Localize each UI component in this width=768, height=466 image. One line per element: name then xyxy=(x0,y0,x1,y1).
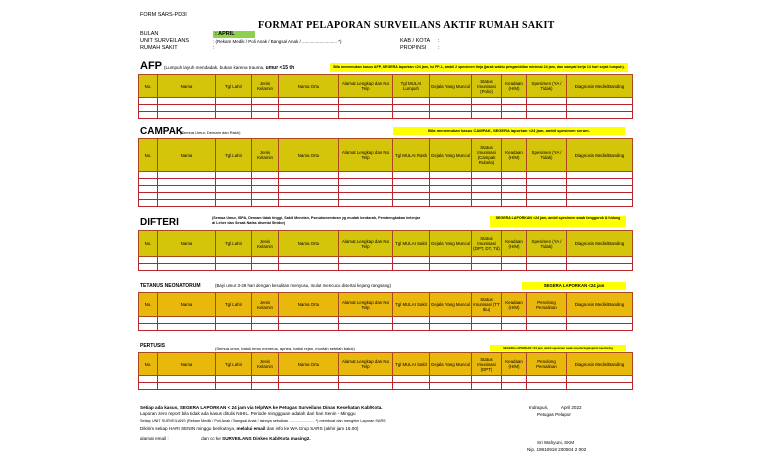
table-cell[interactable] xyxy=(339,179,393,186)
table-cell[interactable] xyxy=(430,376,472,383)
table-cell[interactable] xyxy=(139,186,158,193)
table-cell[interactable] xyxy=(139,317,158,324)
afp-col-header: Alamat Lengkap dan No Telp xyxy=(339,75,393,98)
afp-col-header: Gejala Yang Muncul xyxy=(430,75,472,98)
table-cell[interactable] xyxy=(158,105,216,112)
pertusis-note: SEGERA LAPORKAN <24 jam, ambil spesimen swab nasofaring/aspirat nasofaring xyxy=(490,345,626,351)
afp-col-header: Jenis Kelamin xyxy=(252,75,279,98)
table-cell[interactable] xyxy=(139,264,158,271)
difteri-col-header: Nama xyxy=(158,231,216,257)
footer-line5: alamat email : dan cc ke SURVEILANS Dinkes Kab/Kota masing2. xyxy=(140,436,311,441)
prov-value[interactable]: : xyxy=(438,45,440,51)
table-cell[interactable] xyxy=(430,324,472,331)
tetanus-col-header: Tgl Lahir xyxy=(216,293,252,317)
table-cell[interactable] xyxy=(216,383,252,390)
table-cell[interactable] xyxy=(527,200,567,207)
table-cell[interactable] xyxy=(567,193,633,200)
table-cell[interactable] xyxy=(567,383,633,390)
table-row xyxy=(139,200,633,207)
difteri-col-header: Jenis Kelamin xyxy=(252,231,279,257)
table-cell[interactable] xyxy=(279,172,339,179)
table-cell[interactable] xyxy=(472,383,502,390)
table-cell[interactable] xyxy=(430,186,472,193)
table-cell[interactable] xyxy=(252,317,279,324)
table-cell[interactable] xyxy=(393,264,430,271)
table-cell[interactable] xyxy=(279,186,339,193)
table-cell[interactable] xyxy=(279,376,339,383)
pertusis-col-header: Nama Ortu xyxy=(279,353,339,376)
pertusis-title: PERTUSIS xyxy=(140,343,166,349)
table-cell[interactable] xyxy=(567,324,633,331)
table-cell[interactable] xyxy=(158,376,216,383)
campak-col-header: Tgl Lahir xyxy=(216,139,252,172)
tetanus-col-header: Jenis Kelamin xyxy=(252,293,279,317)
table-cell[interactable] xyxy=(567,172,633,179)
table-cell[interactable] xyxy=(472,112,502,119)
tetanus-body xyxy=(139,317,633,331)
table-cell[interactable] xyxy=(139,179,158,186)
campak-title: CAMPAK xyxy=(140,126,184,137)
afp-col-header: Spesimen (YA / Tidak) xyxy=(527,75,567,98)
table-cell[interactable] xyxy=(472,193,502,200)
afp-col-header: No. xyxy=(139,75,158,98)
table-cell[interactable] xyxy=(430,179,472,186)
table-cell[interactable] xyxy=(339,98,393,105)
table-cell[interactable] xyxy=(252,172,279,179)
table-row xyxy=(139,112,633,119)
afp-note: Bila menemukan kasus AFP, SEGERA laporkan <24 jam, isi FP-1, ambil 2 specimen tinja (jarak waktu pengambilan minimal 24 jam, dan sampai kerja 14 hari sejak lumpuh). xyxy=(330,63,628,72)
table-cell[interactable] xyxy=(472,264,502,271)
table-cell[interactable] xyxy=(430,112,472,119)
pertusis-body xyxy=(139,376,633,390)
table-row xyxy=(139,105,633,112)
table-cell[interactable] xyxy=(527,324,567,331)
unit-label: UNIT SURVEILANS xyxy=(140,38,190,44)
difteri-col-header: Alamat Lengkap dan No Telp xyxy=(339,231,393,257)
table-cell[interactable] xyxy=(158,186,216,193)
difteri-col-header: Keadaan (H/M) xyxy=(502,231,527,257)
bulan-value[interactable]: : APRIL xyxy=(213,31,255,38)
tetanus-header-row xyxy=(139,293,633,317)
table-cell[interactable] xyxy=(158,112,216,119)
table-cell[interactable] xyxy=(158,257,216,264)
tetanus-col-header: Nama Ortu xyxy=(279,293,339,317)
table-cell[interactable] xyxy=(502,98,527,105)
table-cell[interactable] xyxy=(139,324,158,331)
table-cell[interactable] xyxy=(472,324,502,331)
table-cell[interactable] xyxy=(279,98,339,105)
table-cell[interactable] xyxy=(472,105,502,112)
table-cell[interactable] xyxy=(139,193,158,200)
difteri-col-header: Gejala Yang Muncul xyxy=(430,231,472,257)
table-cell[interactable] xyxy=(339,172,393,179)
tetanus-col-header: Nama xyxy=(158,293,216,317)
table-cell[interactable] xyxy=(567,257,633,264)
table-cell[interactable] xyxy=(393,376,430,383)
tetanus-desc: (Bayi umur 3-28 hari dengan kesulitan menyusu, mulut mencucu disertai kejang rangsang) xyxy=(215,283,391,288)
table-cell[interactable] xyxy=(252,264,279,271)
table-cell[interactable] xyxy=(216,186,252,193)
tetanus-col-header: Penolong Persalinan xyxy=(527,293,567,317)
afp-body xyxy=(139,98,633,119)
difteri-body xyxy=(139,257,633,271)
table-cell[interactable] xyxy=(216,172,252,179)
table-cell[interactable] xyxy=(139,112,158,119)
table-cell[interactable] xyxy=(430,317,472,324)
table-cell[interactable] xyxy=(279,383,339,390)
table-cell[interactable] xyxy=(279,193,339,200)
table-cell[interactable] xyxy=(472,179,502,186)
kab-value[interactable]: : xyxy=(438,38,440,44)
table-cell[interactable] xyxy=(158,193,216,200)
table-cell[interactable] xyxy=(393,200,430,207)
signer-name: Sri Wahyuni, SKM xyxy=(537,440,575,445)
table-cell[interactable] xyxy=(252,186,279,193)
tetanus-col-header: Keadaan (H/M) xyxy=(502,293,527,317)
footer-line3: Setiap UNIT SURVEILANS (Rekam Medik / Poli Anak / Bangsal Anak / lainnya sebutkan ........................ *) membuat dan mengirim Laporan SARS xyxy=(140,419,386,423)
table-cell[interactable] xyxy=(158,200,216,207)
table-cell[interactable] xyxy=(158,98,216,105)
table-cell[interactable] xyxy=(502,186,527,193)
table-cell[interactable] xyxy=(502,324,527,331)
difteri-header-row xyxy=(139,231,633,257)
table-cell[interactable] xyxy=(339,186,393,193)
table-cell[interactable] xyxy=(279,257,339,264)
pertusis-header-row xyxy=(139,353,633,376)
campak-table xyxy=(138,138,633,207)
table-row xyxy=(139,98,633,105)
table-cell[interactable] xyxy=(393,193,430,200)
table-cell[interactable] xyxy=(252,376,279,383)
table-cell[interactable] xyxy=(393,105,430,112)
table-cell[interactable] xyxy=(279,105,339,112)
afp-col-header: Status Imunisasi (Polio) xyxy=(472,75,502,98)
table-cell[interactable] xyxy=(339,105,393,112)
table-cell[interactable] xyxy=(502,383,527,390)
table-cell[interactable] xyxy=(216,193,252,200)
tetanus-col-header: Gejala Yang Muncul xyxy=(430,293,472,317)
pertusis-col-header: Status Imunisasi (DPT) xyxy=(472,353,502,376)
table-cell[interactable] xyxy=(252,112,279,119)
table-row xyxy=(139,264,633,271)
table-cell[interactable] xyxy=(158,264,216,271)
pertusis-table xyxy=(138,352,633,390)
table-cell[interactable] xyxy=(472,317,502,324)
difteri-desc: (Semua Umur, ISPA, Demam tidak tinggi, Sakit Menelan, Pseudomembran yg mudah berdarah, Pembengkakan kelenjar di Leher dan Sesak Nafas disertai Stridor) xyxy=(212,216,421,225)
campak-col-header: Status Imunisasi (Campak Rubela) xyxy=(472,139,502,172)
difteri-note: SEGERA LAPORKAN <24 jam, ambil spesimen swab tenggorok & hidung xyxy=(490,216,626,227)
table-cell[interactable] xyxy=(502,172,527,179)
table-cell[interactable] xyxy=(527,105,567,112)
table-cell[interactable] xyxy=(216,200,252,207)
table-cell[interactable] xyxy=(216,179,252,186)
table-cell[interactable] xyxy=(472,172,502,179)
table-cell[interactable] xyxy=(502,257,527,264)
table-cell[interactable] xyxy=(502,105,527,112)
table-cell[interactable] xyxy=(252,105,279,112)
table-cell[interactable] xyxy=(393,324,430,331)
table-cell[interactable] xyxy=(216,257,252,264)
table-cell[interactable] xyxy=(252,383,279,390)
tetanus-col-header: Status Imunisasi (TT Ibu) xyxy=(472,293,502,317)
table-cell[interactable] xyxy=(216,112,252,119)
campak-header-row xyxy=(139,139,633,172)
table-cell[interactable] xyxy=(472,376,502,383)
pertusis-col-header: Nama xyxy=(158,353,216,376)
table-cell[interactable] xyxy=(527,264,567,271)
table-cell[interactable] xyxy=(139,105,158,112)
table-cell[interactable] xyxy=(252,324,279,331)
table-cell[interactable] xyxy=(393,186,430,193)
pertusis-col-header: Alamat Lengkap dan No Telp xyxy=(339,353,393,376)
table-cell[interactable] xyxy=(527,193,567,200)
difteri-col-header: Tgl MULAI Sakit xyxy=(393,231,430,257)
footer-line1: Setiap ada kasus, SEGERA LAPORKAN < 24 jam via telp/WA ke Petugas Surveilans Dinas Kesehatan Kab/Kota. xyxy=(140,405,383,410)
table-cell[interactable] xyxy=(567,98,633,105)
table-cell[interactable] xyxy=(430,383,472,390)
campak-body xyxy=(139,172,633,207)
pertusis-col-header: No. xyxy=(139,353,158,376)
campak-col-header: Gejala Yang Muncul xyxy=(430,139,472,172)
table-cell[interactable] xyxy=(339,264,393,271)
table-cell[interactable] xyxy=(139,257,158,264)
footer-line2: Laporan zero report bila tidak ada kasus ditulis NIHIL. Periode minggguan adalah dari hari Senin - Minggu xyxy=(140,411,356,416)
table-cell[interactable] xyxy=(139,172,158,179)
table-cell[interactable] xyxy=(158,324,216,331)
footer-line4: Dikirim setiap HARI SENIN minggu berikutnya, melalui email dan info ke WA Grup SARS (akhir jam 16.00) xyxy=(140,426,359,431)
table-cell[interactable] xyxy=(472,98,502,105)
table-cell[interactable] xyxy=(527,317,567,324)
table-cell[interactable] xyxy=(158,172,216,179)
table-cell[interactable] xyxy=(393,317,430,324)
table-cell[interactable] xyxy=(430,264,472,271)
campak-note: Bila menemukan kasus CAMPAK, SEGERA laporkan <24 jam, ambil spesimen serum. xyxy=(393,127,625,135)
difteri-col-header: Diagnosis Medis/Banding xyxy=(567,231,633,257)
pertusis-col-header: Diagnosis Medis/Banding xyxy=(567,353,633,376)
afp-header-row xyxy=(139,75,633,98)
table-cell[interactable] xyxy=(567,376,633,383)
table-cell[interactable] xyxy=(252,200,279,207)
afp-col-header: Diagnosis Medis/Banding xyxy=(567,75,633,98)
table-cell[interactable] xyxy=(279,112,339,119)
tetanus-col-header: Alamat Lengkap dan No Telp xyxy=(339,293,393,317)
table-cell[interactable] xyxy=(216,98,252,105)
difteri-title: DIFTERI xyxy=(140,217,179,228)
campak-col-header: Alamat Lengkap dan No Telp xyxy=(339,139,393,172)
tetanus-col-header: Tgl MULAI Sakit xyxy=(393,293,430,317)
table-row xyxy=(139,317,633,324)
table-cell[interactable] xyxy=(279,317,339,324)
table-cell[interactable] xyxy=(527,179,567,186)
table-cell[interactable] xyxy=(158,179,216,186)
kab-label: KAB / KOTA xyxy=(400,38,431,44)
table-cell[interactable] xyxy=(339,383,393,390)
table-cell[interactable] xyxy=(430,257,472,264)
table-cell[interactable] xyxy=(567,179,633,186)
tetanus-title: TETANUS NEONATORUM xyxy=(140,283,201,289)
table-cell[interactable] xyxy=(279,179,339,186)
tetanus-col-header: Diagnosis Medis/Banding xyxy=(567,293,633,317)
table-cell[interactable] xyxy=(216,324,252,331)
tetanus-note: SEGERA LAPORKAN <24 jam xyxy=(522,282,626,290)
pertusis-col-header: Jenis Kelamin xyxy=(252,353,279,376)
table-cell[interactable] xyxy=(527,376,567,383)
table-cell[interactable] xyxy=(139,383,158,390)
table-row xyxy=(139,257,633,264)
table-row xyxy=(139,179,633,186)
table-cell[interactable] xyxy=(472,257,502,264)
table-cell[interactable] xyxy=(158,317,216,324)
table-row xyxy=(139,376,633,383)
table-row xyxy=(139,193,633,200)
pertusis-col-header: Keadaan (H/M) xyxy=(502,353,527,376)
table-cell[interactable] xyxy=(216,264,252,271)
table-cell[interactable] xyxy=(252,179,279,186)
difteri-table xyxy=(138,230,633,271)
table-cell[interactable] xyxy=(527,257,567,264)
tetanus-col-header: No. xyxy=(139,293,158,317)
table-cell[interactable] xyxy=(279,324,339,331)
table-cell[interactable] xyxy=(502,193,527,200)
table-cell[interactable] xyxy=(279,264,339,271)
table-cell[interactable] xyxy=(393,98,430,105)
table-cell[interactable] xyxy=(567,200,633,207)
unit-value[interactable]: : (Rekam Medik / Poli Anak / Bangsal Anak / ............................ *) xyxy=(213,39,342,44)
afp-title: AFP xyxy=(140,60,162,72)
table-cell[interactable] xyxy=(527,112,567,119)
table-cell[interactable] xyxy=(430,200,472,207)
table-row xyxy=(139,383,633,390)
form-code: FORM SARS-PD3I xyxy=(140,12,187,18)
table-cell[interactable] xyxy=(339,257,393,264)
table-cell[interactable] xyxy=(216,317,252,324)
table-cell[interactable] xyxy=(339,112,393,119)
table-cell[interactable] xyxy=(472,200,502,207)
table-cell[interactable] xyxy=(393,257,430,264)
table-cell[interactable] xyxy=(567,264,633,271)
difteri-col-header: Tgl Lahir xyxy=(216,231,252,257)
table-cell[interactable] xyxy=(527,186,567,193)
campak-desc: (Semua Umur, Demam dan Rash) xyxy=(180,130,241,135)
table-cell[interactable] xyxy=(279,200,339,207)
difteri-col-header: Spesimen (YA / Tidak) xyxy=(527,231,567,257)
table-cell[interactable] xyxy=(567,105,633,112)
table-cell[interactable] xyxy=(527,172,567,179)
table-cell[interactable] xyxy=(252,98,279,105)
table-cell[interactable] xyxy=(393,172,430,179)
table-cell[interactable] xyxy=(339,324,393,331)
afp-col-header: Nama Ortu xyxy=(279,75,339,98)
afp-col-header: Nama xyxy=(158,75,216,98)
afp-desc: (Lumpuh layuh mendadak, bukan karena trauma, umur <15 th xyxy=(164,65,295,71)
afp-col-header: Tgl MULAI Lumpuh xyxy=(393,75,430,98)
table-cell[interactable] xyxy=(216,376,252,383)
page-title: FORMAT PELAPORAN SURVEILANS AKTIF RUMAH SAKIT xyxy=(258,20,555,31)
campak-col-header: Nama Ortu xyxy=(279,139,339,172)
table-row xyxy=(139,172,633,179)
table-cell[interactable] xyxy=(502,200,527,207)
rs-value[interactable]: : xyxy=(213,45,215,51)
bulan-label: BULAN xyxy=(140,31,159,37)
campak-col-header: No. xyxy=(139,139,158,172)
table-cell[interactable] xyxy=(339,376,393,383)
campak-col-header: Diagnosis Medis/Banding xyxy=(567,139,633,172)
table-row xyxy=(139,324,633,331)
table-cell[interactable] xyxy=(339,317,393,324)
table-cell[interactable] xyxy=(158,383,216,390)
pertusis-col-header: Penolong Persalinan xyxy=(527,353,567,376)
table-cell[interactable] xyxy=(393,179,430,186)
campak-col-header: Tgl MULAI Rash xyxy=(393,139,430,172)
table-cell[interactable] xyxy=(339,200,393,207)
table-cell[interactable] xyxy=(502,376,527,383)
table-cell[interactable] xyxy=(502,317,527,324)
campak-col-header: Keadaan (H/M) xyxy=(502,139,527,172)
tetanus-table xyxy=(138,292,633,331)
table-cell[interactable] xyxy=(502,179,527,186)
table-cell[interactable] xyxy=(139,98,158,105)
table-cell[interactable] xyxy=(430,193,472,200)
pertusis-col-header: Tgl MULAI Sakit xyxy=(393,353,430,376)
table-cell[interactable] xyxy=(567,317,633,324)
difteri-col-header: No. xyxy=(139,231,158,257)
table-cell[interactable] xyxy=(393,112,430,119)
pertusis-col-header: Gejala Yang Muncul xyxy=(430,353,472,376)
campak-col-header: Spesimen (YA / Tidak) xyxy=(527,139,567,172)
table-cell[interactable] xyxy=(216,105,252,112)
table-cell[interactable] xyxy=(430,98,472,105)
table-cell[interactable] xyxy=(567,112,633,119)
reporter-role: Petugas Pelapor xyxy=(537,412,571,417)
table-cell[interactable] xyxy=(393,383,430,390)
table-cell[interactable] xyxy=(502,264,527,271)
table-row xyxy=(139,186,633,193)
place-date: Indrapuri, April 2022 xyxy=(529,405,582,410)
afp-col-header: Tgl Lahir xyxy=(216,75,252,98)
pertusis-col-header: Tgl Lahir xyxy=(216,353,252,376)
table-cell[interactable] xyxy=(252,257,279,264)
pertusis-desc: (Semua umur, batuk terus menerus, apnea, batuk rejan, muntah setelah batuk) xyxy=(215,346,355,351)
prov-label: PROPINSI xyxy=(400,45,427,51)
afp-col-header: Keadaan (H/M) xyxy=(502,75,527,98)
difteri-col-header: Status Imunisasi (DPT, DT, Td) xyxy=(472,231,502,257)
rs-label: RUMAH SAKIT xyxy=(140,45,178,51)
table-cell[interactable] xyxy=(139,376,158,383)
table-cell[interactable] xyxy=(472,186,502,193)
campak-col-header: Jenis Kelamin xyxy=(252,139,279,172)
table-cell[interactable] xyxy=(527,383,567,390)
table-cell[interactable] xyxy=(430,105,472,112)
table-cell[interactable] xyxy=(339,193,393,200)
table-cell[interactable] xyxy=(567,186,633,193)
difteri-col-header: Nama Ortu xyxy=(279,231,339,257)
table-cell[interactable] xyxy=(502,112,527,119)
afp-table xyxy=(138,74,633,119)
campak-col-header: Nama xyxy=(158,139,216,172)
signer-nip: Nip. 19810918 200504 2 002 xyxy=(527,447,587,452)
table-cell[interactable] xyxy=(139,200,158,207)
table-cell[interactable] xyxy=(252,193,279,200)
table-cell[interactable] xyxy=(527,98,567,105)
table-cell[interactable] xyxy=(430,172,472,179)
